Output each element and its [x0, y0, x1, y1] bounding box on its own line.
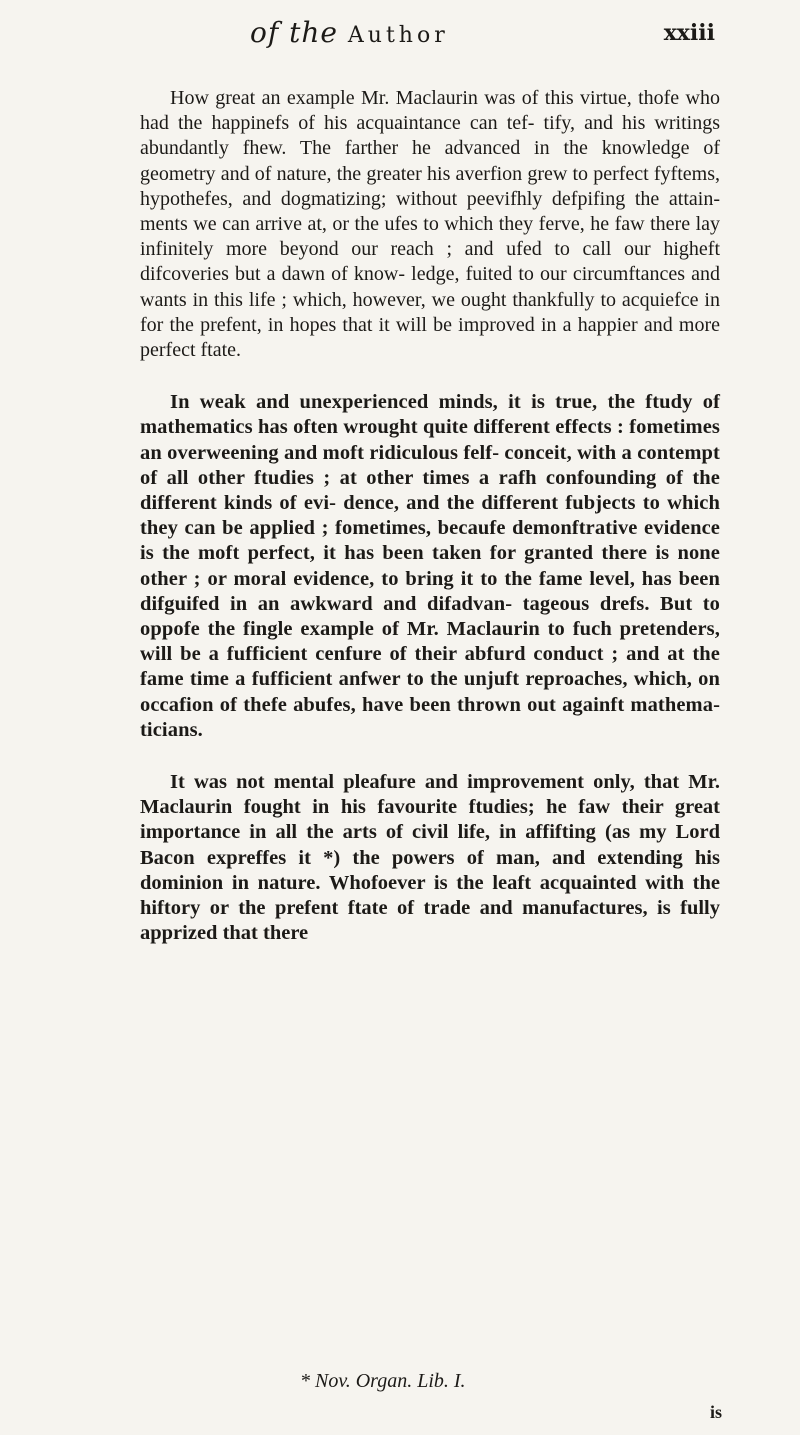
running-head — [250, 16, 715, 56]
running-title-word: Author — [347, 23, 449, 48]
running-title-prefix: of the — [250, 16, 348, 49]
catchword: is — [709, 1402, 722, 1422]
page-number: xxiii — [663, 20, 715, 46]
paragraph-virtue: How great an example Mr. Maclaurin was of this virtue, thofe who had the happinefs of his acquaintance can tef- tify, and his writings abundantly fhew. The farther he advanced in the knowledge of geometry and of nature, the greater his averfion grew to perfect fyftems, hypothefes, and dogmatizing; without peevifhly defpifing the attain- ments we can arrive at, or the ufes to which they ferve, he faw there lay infinitely more beyond our reach ; and ufed to call our higheft difcoveries but a dawn of know- ledge, fuited to our circumftances and wants in this life ; which, however, we ought thankfully to acquiefce in for the prefent, in hopes that it will be improved in a happier and more perfect ftate. — [140, 87, 720, 362]
paragraph-mental-pleasure: It was not mental pleafure and improvement only, that Mr. Maclaurin fought in his favourite ftudies; he faw their great importance in all the arts of civil life, in affifting (as my Lord Bacon expreffes it *) the powers of man, and extending his dominion in nature. Whofoever is the leaft acquainted with the hiftory or the prefent ftate of trade and manufactures, is fully apprized that there — [140, 771, 720, 945]
footnote: * Nov. Organ. Lib. I. — [300, 1370, 466, 1392]
body-text — [140, 86, 720, 947]
running-title — [250, 16, 449, 49]
paragraph-weak-minds: In weak and unexperienced minds, it is true, the ftudy of mathematics has often wrought quite different effects : fometimes an overweening and moft ridiculous felf- conceit, with a contempt of all other ftudies ; at other times a rafh confounding of the different kinds of evi- dence, and the different fubjects to which they can be applied ; fometimes, becaufe demonftrative evidence is the moft perfect, it has been taken for granted there is none other ; or moral evidence, to bring it to the fame level, has been difguifed in an awkward and difadvan- tageous drefs. But to oppofe the fingle example of Mr. Maclaurin to fuch pretenders, will be a fufficient cenfure of their abfurd conduct ; and at the fame time a fufficient anfwer to the unjuft reproaches, which, on occafion of thefe abufes, have been thrown out againft mathema- ticians. — [140, 391, 720, 741]
